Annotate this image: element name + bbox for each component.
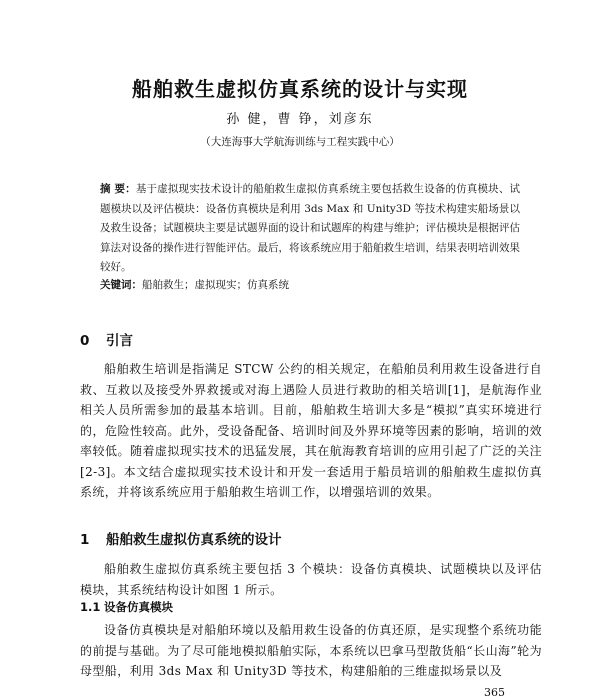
paper-authors: 孙 健，曹 铮，刘彦东 xyxy=(226,112,374,127)
abstract xyxy=(100,180,520,278)
keywords-label: 关键词： xyxy=(100,279,142,291)
section-title: 船舶救生虚拟仿真系统的设计 xyxy=(106,532,282,548)
paper-affiliation: （大连海事大学航海训练与工程实践中心） xyxy=(200,136,400,148)
introduction-paragraph: 船舶救生培训是指满足 STCW 公约的相关规定，在船舶员利用救生设备进行自救、互救以及接受外界救援或对海上遇险人员进行救助的相关培训[1]，是航海作业相关人员所需参加的最基本培训。目前，船舶救生培训大多是“模拟”真实环境进行的，危险性较高。此外，受设备配备、培训时间及外界环境等因素的影响，培训的效率较低。随着虚拟现实技术的迅猛发展，其在航海教育培训的应用引起了广泛的关注[2-3]。本文结合虚拟现实技术设计和开发一套适用于船员培训的船舶救生虚拟仿真系统，并将该系统应用于船舶救生培训工作，以增强培训的效果。 xyxy=(80,362,542,499)
design-paragraph: 船舶救生虚拟仿真系统主要包括 3 个模块：设备仿真模块、试题模块以及评估模块，其系统结构设计如图 1 所示。 xyxy=(80,562,542,597)
abstract-text: 基于虚拟现实技术设计的船舶救生虚拟仿真系统主要包括救生设备的仿真模块、试题模块以及评估模块：设备仿真模块是利用 3ds Max 和 Unity3D 等技术构建实船场景以及救生设备；试题模块主要是试题界面的设计和试题库的构建与维护；评估模块是根据评估算法对设备的操作进行智能评估。最后，将该系统应用于船舶救生培训，结果表明培训效果较好。 xyxy=(100,183,520,273)
subsection-heading-equipment xyxy=(80,599,173,615)
page-number: 365 xyxy=(484,686,505,699)
abstract-label: 摘 要： xyxy=(100,183,136,195)
equipment-paragraph: 设备仿真模块是对船舶环境以及船用救生设备的仿真还原，是实现整个系统功能的前提与基础。为了尽可能地模拟船舶实际，本系统以巴拿马型散货船“长山海”轮为母型船，利用 3ds Max 和 Unity3D 等技术，构建船舶的三维虚拟场景以及 xyxy=(80,623,542,678)
keywords xyxy=(100,277,520,292)
subsection-number: 1.1 xyxy=(80,600,101,614)
section-number: 1 xyxy=(80,532,90,548)
section-number: 0 xyxy=(80,333,90,349)
keywords-text: 船舶救生；虚拟现实；仿真系统 xyxy=(142,279,289,291)
paper-title: 船舶救生虚拟仿真系统的设计与实现 xyxy=(132,77,468,101)
section-heading-introduction xyxy=(80,329,133,349)
section-heading-design xyxy=(80,528,282,548)
subsection-title: 设备仿真模块 xyxy=(104,600,173,614)
section-title: 引言 xyxy=(106,333,133,349)
